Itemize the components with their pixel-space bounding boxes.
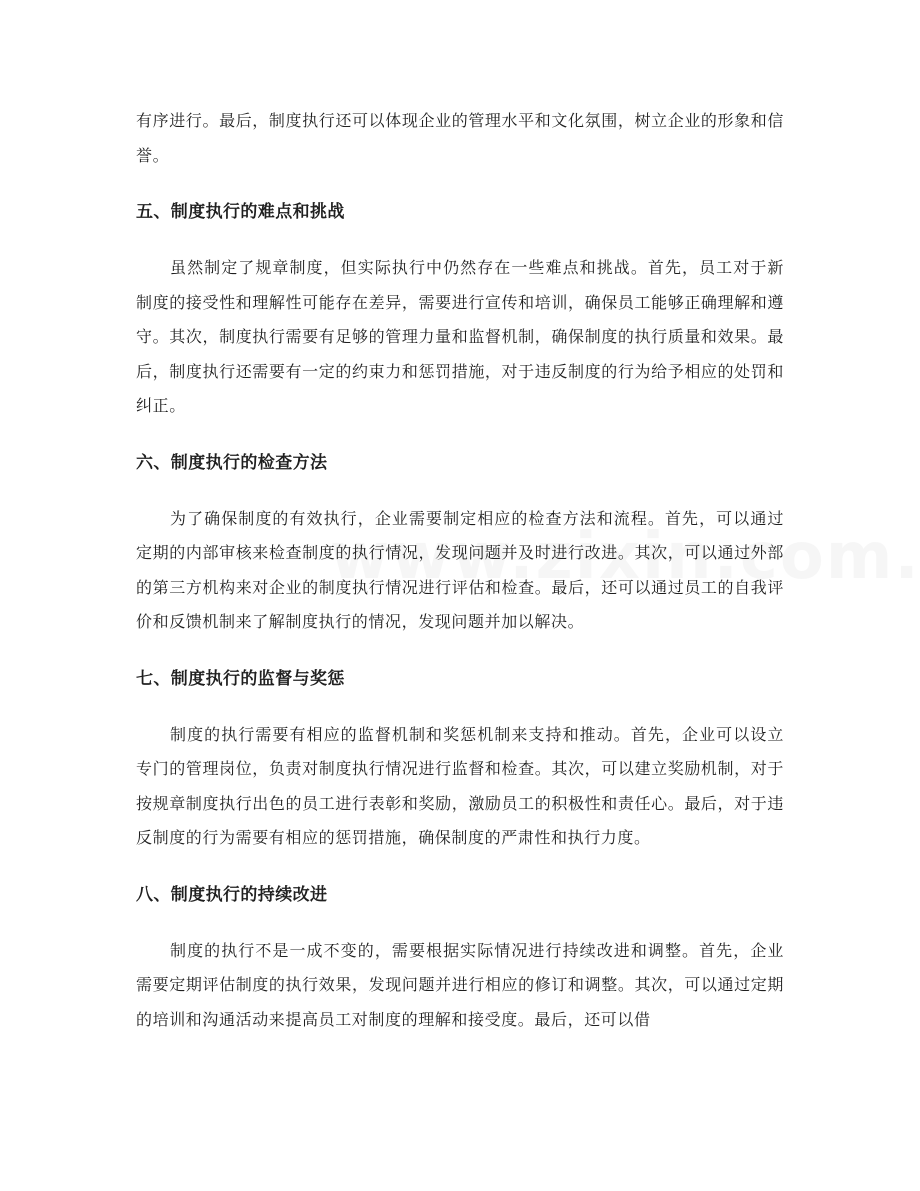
section-paragraph-7: 制度的执行需要有相应的监督机制和奖惩机制来支持和推动。首先，企业可以设立专门的管理岗位，负责对制度执行情况进行监督和检查。其次，可以建立奖励机制，对于按规章制度执行出色的员工进行表彰和奖励，激励员工的积极性和责任心。最后，对于违反制度的行为需要有相应的惩罚措施，确保制度的严肃性和执行力度。 — [136, 724, 784, 847]
section-heading-5: 五、制度执行的难点和挑战 — [136, 202, 345, 222]
intro-paragraph: 有序进行。最后，制度执行还可以体现企业的管理水平和文化氛围，树立企业的形象和信誉。 — [136, 111, 784, 165]
section-heading-7: 七、制度执行的监督与奖惩 — [136, 668, 345, 689]
section-heading-6: 六、制度执行的检查方法 — [136, 452, 328, 473]
section-paragraph-6: 为了确保制度的有效执行，企业需要制定相应的检查方法和流程。首先，可以通过定期的内部审核来检查制度的执行情况，发现问题并及时进行改进。其次，可以通过外部的第三方机构来对企业的制度执行情况进行评估和检查。最后，还可以通过员工的自我评价和反馈机制来了解制度执行的情况，发现问题并加以解决。 — [136, 508, 784, 631]
section-heading-8: 八、制度执行的持续改进 — [136, 884, 328, 905]
document-body — [136, 104, 784, 1037]
section-paragraph-5: 虽然制定了规章制度，但实际执行中仍然存在一些难点和挑战。首先，员工对于新制度的接受性和理解性可能存在差异，需要进行宣传和培训，确保员工能够正确理解和遵守。其次，制度执行需要有足够的管理力量和监督机制，确保制度的执行质量和效果。最后，制度执行还需要有一定的约束力和惩罚措施，对于违反制度的行为给予相应的处罚和纠正。 — [136, 258, 784, 415]
section-paragraph-8: 制度的执行不是一成不变的，需要根据实际情况进行持续改进和调整。首先，企业需要定期评估制度的执行效果，发现问题并进行相应的修订和调整。其次，可以通过定期的培训和沟通活动来提高员工对制度的理解和接受度。最后，还可以借 — [136, 940, 784, 1029]
